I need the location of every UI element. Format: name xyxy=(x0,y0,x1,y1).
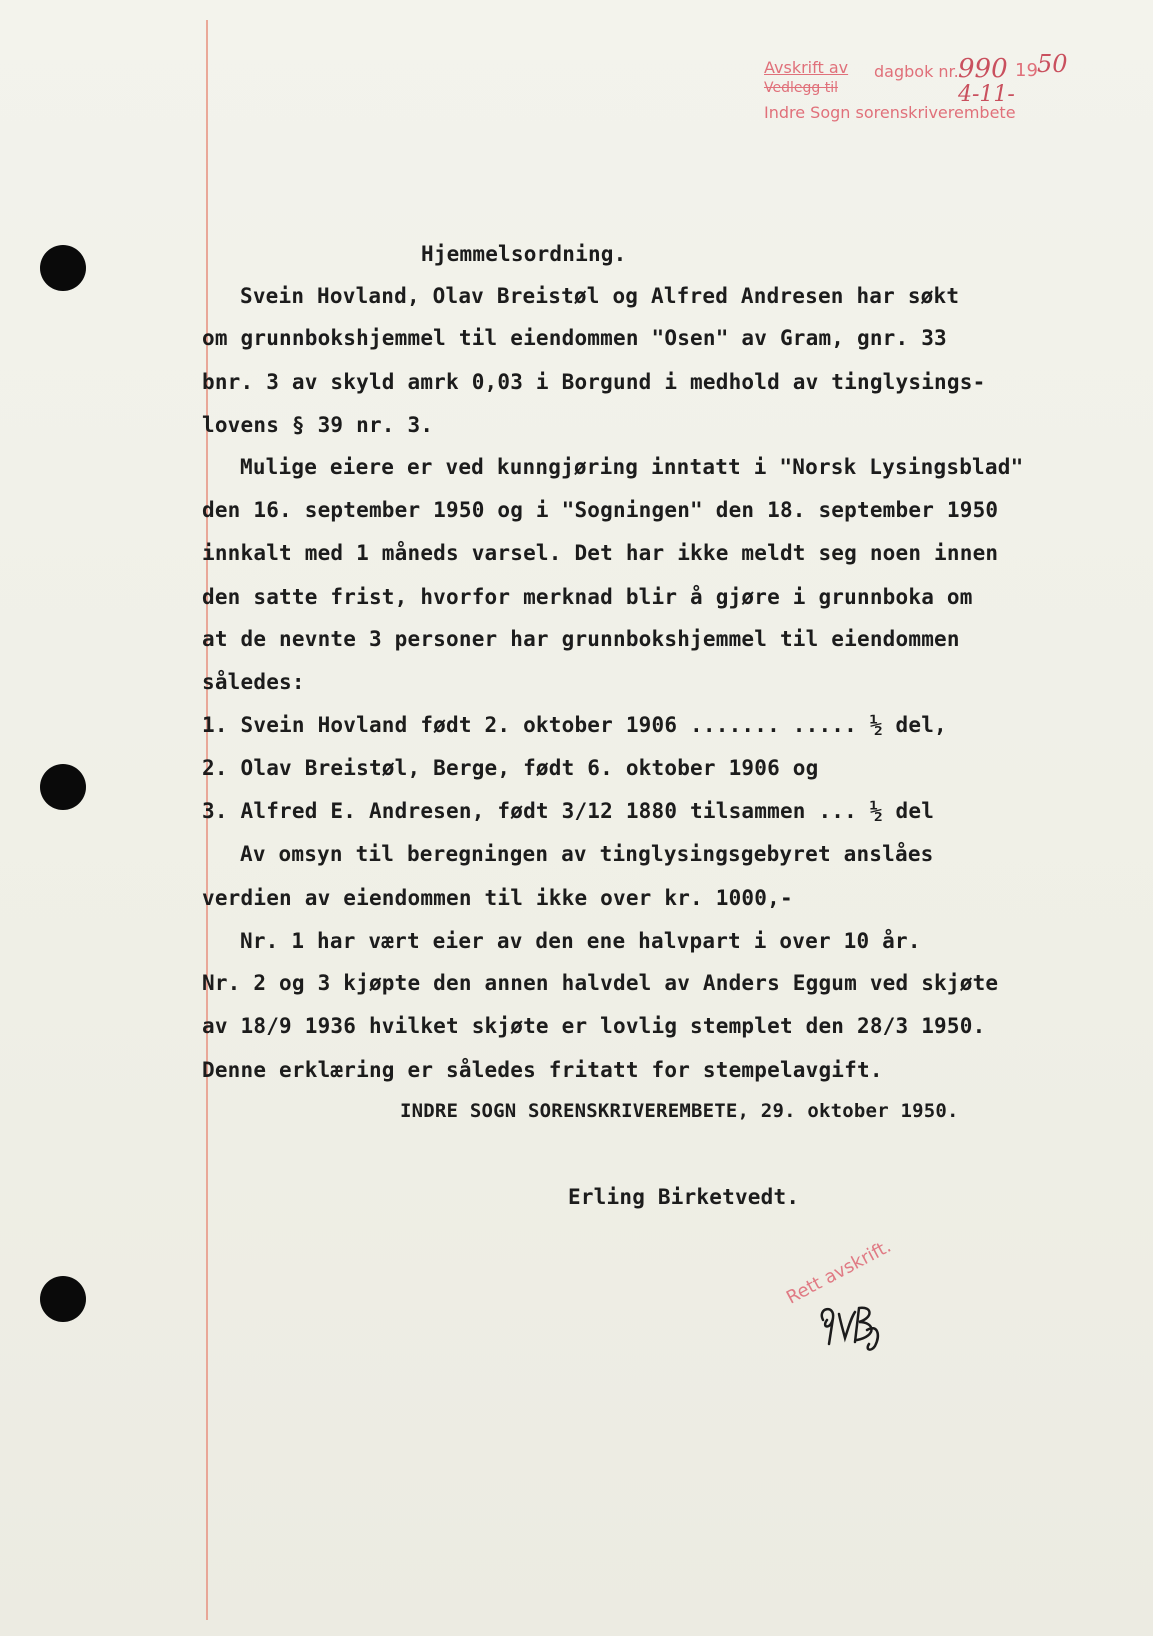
body-line: verdien av eiendommen til ikke over kr. 1000,- xyxy=(202,886,793,910)
handwritten-initials xyxy=(815,1300,885,1356)
stamp-dagbok-label: dagbok nr. xyxy=(874,62,959,81)
signatory-name: Erling Birketvedt. xyxy=(568,1185,800,1209)
body-line: bnr. 3 av skyld amrk 0,03 i Borgund i medhold av tinglysings- xyxy=(202,370,986,394)
year-written: 50 xyxy=(1037,50,1068,78)
body-line: den 16. september 1950 og i "Sogningen" den 18. september 1950 xyxy=(202,498,999,522)
body-line: at de nevnte 3 personer har grunnbokshjemmel til eiendommen xyxy=(202,627,960,651)
owner-line-1: 1. Svein Hovland født 2. oktober 1906 ....... ..... ½ del, xyxy=(202,713,947,737)
document-title: Hjemmelsordning. xyxy=(421,242,627,266)
punch-hole-middle xyxy=(40,764,86,810)
body-line: således: xyxy=(202,670,305,694)
body-line: Denne erklæring er således fritatt for stempelavgift. xyxy=(202,1058,883,1082)
punch-hole-top xyxy=(40,245,86,291)
body-line: Svein Hovland, Olav Breistøl og Alfred Andresen har søkt xyxy=(240,284,960,308)
punch-hole-bottom xyxy=(40,1276,86,1322)
body-line: av 18/9 1936 hvilket skjøte er lovlig stemplet den 28/3 1950. xyxy=(202,1014,986,1038)
dagbok-number: 990 xyxy=(958,54,1008,84)
body-line: Av omsyn til beregningen av tinglysingsgebyret anslåes xyxy=(240,842,934,866)
body-line: Nr. 2 og 3 kjøpte den annen halvdel av Anders Eggum ved skjøte xyxy=(202,971,999,995)
stamp-avskrift: Avskrift av xyxy=(764,58,849,77)
body-line: om grunnbokshjemmel til eiendommen "Osen" av Gram, gnr. 33 xyxy=(202,326,947,350)
year-printed: 19 xyxy=(1015,60,1038,81)
body-line: lovens § 39 nr. 3. xyxy=(202,413,434,437)
stamp-vedlegg: Vedlegg til xyxy=(764,80,838,96)
body-line: innkalt med 1 måneds varsel. Det har ikke meldt seg noen innen xyxy=(202,541,999,565)
owner-line-3: 3. Alfred E. Andresen, født 3/12 1880 tilsammen ... ½ del xyxy=(202,799,935,823)
body-line: Mulige eiere er ved kunngjøring inntatt i "Norsk Lysingsblad" xyxy=(240,455,1024,479)
owner-line-2: 2. Olav Breistøl, Berge, født 6. oktober 1906 og xyxy=(202,756,819,780)
stamp-office: Indre Sogn sorenskriverembete xyxy=(764,103,1016,122)
body-line: den satte frist, hvorfor merknad blir å gjøre i grunnboka om xyxy=(202,585,973,609)
rett-avskrift-stamp: Rett avskrift. xyxy=(783,1235,895,1309)
body-line: Nr. 1 har vært eier av den ene halvpart i over 10 år. xyxy=(240,929,921,953)
office-date-line: INDRE SOGN SORENSKRIVEREMBETE, 29. oktober 1950. xyxy=(400,1100,959,1122)
date-written: 4-11- xyxy=(958,82,1015,107)
